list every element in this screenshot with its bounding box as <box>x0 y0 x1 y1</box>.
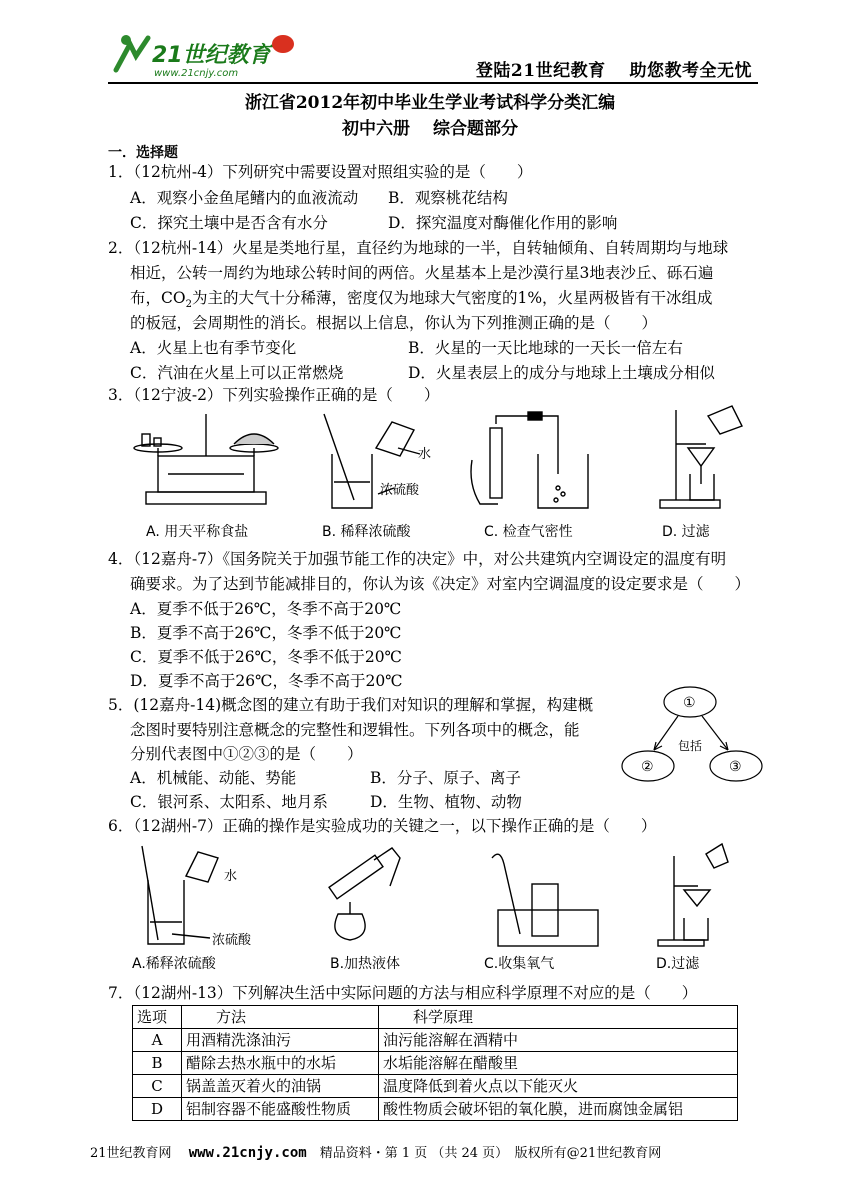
header-method: 方法 <box>182 1006 379 1029</box>
footer-page-info: 精品资料・第 1 页 （共 24 页） 版权所有@21世纪教育网 <box>306 1146 662 1161</box>
cell-method: 锅盖盖灭着火的油锅 <box>182 1075 379 1098</box>
cell-option: D <box>133 1098 182 1121</box>
q3-caption-c: C. 检查气密性 <box>484 524 573 540</box>
q3-water-label: 水 <box>418 447 432 462</box>
node-1: ① <box>683 695 696 711</box>
airtightness-figure <box>471 412 588 508</box>
q2-option-c: C．汽油在火星上可以正常燃烧 <box>130 364 344 382</box>
q7-table <box>132 1005 738 1121</box>
svg-text:www.21cnjy.com: www.21cnjy.com <box>154 68 239 79</box>
q4-line2: 确要求。为了达到节能减排目的，你认为该《决定》对室内空调温度的设定要求是（ ） <box>130 575 751 593</box>
svg-text:21世纪教育: 21世纪教育 <box>152 43 271 68</box>
section-heading: 一．选择题 <box>108 145 178 161</box>
balance-figure <box>134 414 278 504</box>
q6-caption-c: C.收集氧气 <box>484 956 555 972</box>
concept-diagram <box>620 684 770 784</box>
q6-figures <box>128 840 748 950</box>
heating-figure <box>329 848 400 940</box>
q3-caption-d: D. 过滤 <box>662 524 710 540</box>
header-slogan: 登陆21世纪教育 助您教考全无忧 <box>475 61 752 81</box>
cell-method: 醋除去热水瓶中的水垢 <box>182 1052 379 1075</box>
q5-option-c: C．银河系、太阳系、地月系 <box>130 793 328 811</box>
cell-method: 铝制容器不能盛酸性物质 <box>182 1098 379 1121</box>
q2-option-d: D．火星表层上的成分与地球上土壤成分相似 <box>408 364 715 382</box>
q3-figures <box>128 404 748 518</box>
logo-21cnjy <box>108 30 308 80</box>
header-option: 选项 <box>133 1006 182 1029</box>
q5-line1: 5．(12嘉舟-14)概念图的建立有助于我们对知识的理解和掌握，构建概 <box>108 696 594 714</box>
filter-figure <box>658 844 728 946</box>
q4-line1: 4．（12嘉舟-7）《国务院关于加强节能工作的决定》中，对公共建筑内空调设定的温度有明 <box>108 550 727 568</box>
q6-stem: 6．（12湖州-7）正确的操作是实验成功的关键之一，以下操作正确的是（ ） <box>108 817 657 835</box>
page-footer <box>90 1142 770 1161</box>
q2-line4: 的板冠，会周期性的消长。根据以上信息，你认为下列推测正确的是（ ） <box>130 314 658 332</box>
q6-water-label: 水 <box>224 869 238 884</box>
footer-site: 21世纪教育网 <box>90 1146 189 1161</box>
filtration-figure <box>660 406 742 508</box>
q6-caption-b: B.加热液体 <box>330 956 401 972</box>
q6-acid-label: 浓硫酸 <box>212 933 252 948</box>
cell-principle: 酸性物质会破坏铝的氧化膜，进而腐蚀金属铝 <box>379 1098 738 1121</box>
q2-line3: 布，$CO_2$为主的大气十分稀薄，密度仅为地球大气密度的1%，火星两极皆有干冰组成 <box>130 289 713 311</box>
q3-caption-b: B. 稀释浓硫酸 <box>322 524 411 540</box>
cell-option: C <box>133 1075 182 1098</box>
q2-line2: 相近，公转一周约为地球公转时间的两倍。火星基本上是沙漠行星3地表沙丘、砾石遍 <box>130 264 714 282</box>
table-row <box>133 1075 738 1098</box>
q1-stem: 1．（12杭州-4）下列研究中需要设置对照组实验的是（ ） <box>108 163 533 181</box>
q4-option-c: C．夏季不低于26℃，冬季不低于20℃ <box>130 648 402 666</box>
q2-line1: 2．（12杭州-14）火星是类地行星，直径约为地球的一半，自转轴倾角、自转周期均与地球 <box>108 239 729 257</box>
q4-option-a: A．夏季不低于26℃，冬季不高于20℃ <box>130 600 402 618</box>
q5-option-b: B．分子、原子、离子 <box>370 769 521 787</box>
q3-stem: 3．（12宁波-2）下列实验操作正确的是（ ） <box>108 386 440 404</box>
table-row <box>133 1098 738 1121</box>
doc-title: 浙江省2012年初中毕业生学业考试科学分类汇编 <box>244 93 616 113</box>
node-2: ② <box>641 759 654 775</box>
q4-option-d: D．夏季不高于26℃，冬季不高于20℃ <box>130 672 403 690</box>
collect-oxygen-figure <box>492 854 598 946</box>
cell-principle: 水垢能溶解在醋酸里 <box>379 1052 738 1075</box>
q1-option-a: A．观察小金鱼尾鳍内的血液流动 <box>130 189 359 207</box>
dilute-acid-figure <box>142 846 218 944</box>
q5-option-a: A．机械能、动能、势能 <box>130 769 297 787</box>
header-principle: 科学原理 <box>379 1006 738 1029</box>
q3-acid-label: 浓硫酸 <box>380 483 420 498</box>
q7-stem: 7．（12湖州-13）下列解决生活中实际问题的方法与相应科学原理不对应的是（ ） <box>108 984 698 1002</box>
q3-caption-a: A. 用天平称食盐 <box>146 524 249 540</box>
doc-subtitle: 初中六册 综合题部分 <box>342 119 518 139</box>
q1-option-b: B．观察桃花结构 <box>388 189 508 207</box>
q6-caption-d: D.过滤 <box>656 956 700 972</box>
table-row <box>133 1052 738 1075</box>
node-3: ③ <box>729 759 742 775</box>
table-header-row <box>133 1006 738 1029</box>
q2-option-b: B．火星的一天比地球的一天长一倍左右 <box>408 339 683 357</box>
footer-url[interactable]: www.21cnjy.com <box>188 1145 307 1161</box>
q5-line2: 念图时要特别注意概念的完整性和逻辑性。下列各项中的概念，能 <box>130 721 580 739</box>
page-header <box>108 30 758 84</box>
cell-option: B <box>133 1052 182 1075</box>
cell-method: 用酒精洗涤油污 <box>182 1029 379 1052</box>
cell-principle: 油污能溶解在酒精中 <box>379 1029 738 1052</box>
q5-option-d: D．生物、植物、动物 <box>370 793 522 811</box>
q2-option-a: A．火星上也有季节变化 <box>130 339 297 357</box>
table-row <box>133 1029 738 1052</box>
edge-label: 包括 <box>678 739 703 753</box>
cell-principle: 温度降低到着火点以下能灭火 <box>379 1075 738 1098</box>
q1-option-d: D．探究温度对酶催化作用的影响 <box>388 214 618 232</box>
q6-caption-a: A.稀释浓硫酸 <box>132 956 216 972</box>
cell-option: A <box>133 1029 182 1052</box>
q4-option-b: B．夏季不高于26℃，冬季不低于20℃ <box>130 624 402 642</box>
q5-line3: 分别代表图中①②③的是（ ） <box>130 745 363 763</box>
q1-option-c: C．探究土壤中是否含有水分 <box>130 214 328 232</box>
